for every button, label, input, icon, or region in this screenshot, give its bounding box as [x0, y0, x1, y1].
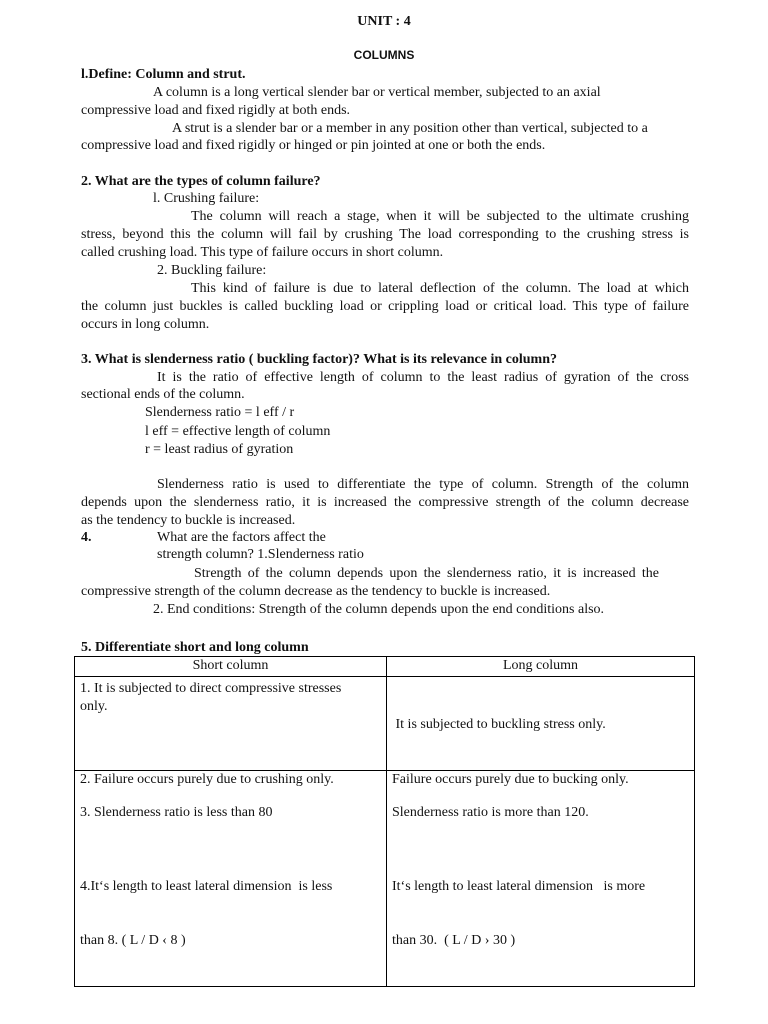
long-cell-1: [387, 677, 695, 771]
short-cell-2-line-1: 2. Failure occurs purely due to crushing only.: [80, 772, 334, 787]
q4-number: 4.: [81, 530, 92, 545]
table-header-row: [75, 657, 695, 677]
relevance-line-3: as the tendency to buckle is increased.: [81, 513, 296, 528]
column-definition-line-1: A column is a long vertical slender bar or vertical member, subjected to an axial: [153, 85, 601, 100]
strut-definition-line-2: compressive load and fixed rigidly or hinged or pin jointed at one or both the ends.: [81, 138, 546, 153]
buckling-text-line-1: This kind of failure is due to lateral deflection of the column. The load at which: [191, 281, 689, 296]
long-cell-4: [387, 842, 695, 987]
crushing-text-line-1: The column will reach a stage, when it will be subjected to the ultimate crushing: [191, 209, 689, 224]
buckling-failure-title: 2. Buckling failure:: [157, 263, 267, 278]
q4-heading-line-1: What are the factors affect the: [157, 530, 326, 545]
header-short-column: Short column: [75, 657, 387, 677]
buckling-text-line-3: occurs in long column.: [81, 317, 210, 332]
end-conditions-text: 2. End conditions: Strength of the column depends upon the end conditions also.: [153, 602, 605, 617]
long-cell-4-line-2: than 30. ( L / D › 30 ): [392, 933, 516, 948]
relevance-line-1: Slenderness ratio is used to differentiate the type of column. Strength of the column: [157, 477, 689, 492]
long-cell-2-line-1: Failure occurs purely due to bucking only.: [392, 772, 629, 787]
q2-heading: 2. What are the types of column failure?: [81, 174, 321, 189]
buckling-text-line-2: the column just buckles is called buckling load or crippling load or critical load. This type of failure: [81, 299, 689, 314]
factor-text-line-1: Strength of the column depends upon the slenderness ratio, it is increased the: [194, 566, 659, 581]
relevance-line-2: depends upon the slenderness ratio, it is increased the compressive strength of the column decrease: [81, 495, 689, 510]
r-definition: r = least radius of gyration: [145, 442, 294, 457]
long-cell-2: [387, 771, 695, 805]
table-row: [75, 677, 695, 771]
short-cell-1-line-2: only.: [80, 699, 108, 714]
q3-heading: 3. What is slenderness ratio ( buckling factor)? What is its relevance in column?: [81, 352, 557, 367]
strut-definition-line-1: A strut is a slender bar or a member in any position other than vertical, subjected to a: [172, 121, 648, 136]
slenderness-formula: Slenderness ratio = l eff / r: [145, 405, 295, 420]
comparison-table: [74, 656, 695, 987]
page-title: COLUMNS: [353, 48, 415, 62]
header-long-column: Long column: [387, 657, 695, 677]
short-cell-3: [75, 804, 387, 842]
table-row: [75, 842, 695, 987]
long-cell-4-line-1: It‘s length to least lateral dimension is more: [392, 879, 646, 894]
short-cell-3-line-1: 3. Slenderness ratio is less than 80: [80, 805, 273, 820]
table-row: [75, 771, 695, 805]
q4-heading-line-2: strength column? 1.Slenderness ratio: [157, 547, 364, 562]
table-row: [75, 804, 695, 842]
short-cell-4-line-1: 4.It‘s length to least lateral dimension is less: [80, 879, 333, 894]
crushing-text-line-3: called crushing load. This type of failure occurs in short column.: [81, 245, 444, 260]
column-definition-line-2: compressive load and fixed rigidly at both ends.: [81, 103, 351, 118]
q1-heading: l.Define: Column and strut.: [81, 67, 246, 82]
q5-heading: 5. Differentiate short and long column: [81, 640, 309, 655]
factor-text-line-2: compressive strength of the column decrease as the tendency to buckle is increased.: [81, 584, 551, 599]
long-cell-3: [387, 804, 695, 842]
short-cell-4: [75, 842, 387, 987]
leff-definition: l eff = effective length of column: [145, 424, 331, 439]
short-cell-1: [75, 677, 387, 771]
slenderness-definition-line-2: sectional ends of the column.: [81, 387, 245, 402]
unit-title: UNIT : 4: [357, 14, 411, 29]
crushing-failure-title: l. Crushing failure:: [153, 191, 260, 206]
crushing-text-line-2: stress, beyond this the column will fail by crushing The load corresponding to the crushing stress is: [81, 227, 689, 242]
short-cell-2: [75, 771, 387, 805]
short-cell-1-line-1: 1. It is subjected to direct compressive stresses: [80, 681, 342, 696]
slenderness-definition-line-1: It is the ratio of effective length of column to the least radius of gyration of the cross: [157, 370, 689, 385]
short-cell-4-line-2: than 8. ( L / D ‹ 8 ): [80, 933, 186, 948]
long-cell-1-line-1: It is subjected to buckling stress only.: [392, 717, 606, 732]
long-cell-3-line-1: Slenderness ratio is more than 120.: [392, 805, 589, 820]
